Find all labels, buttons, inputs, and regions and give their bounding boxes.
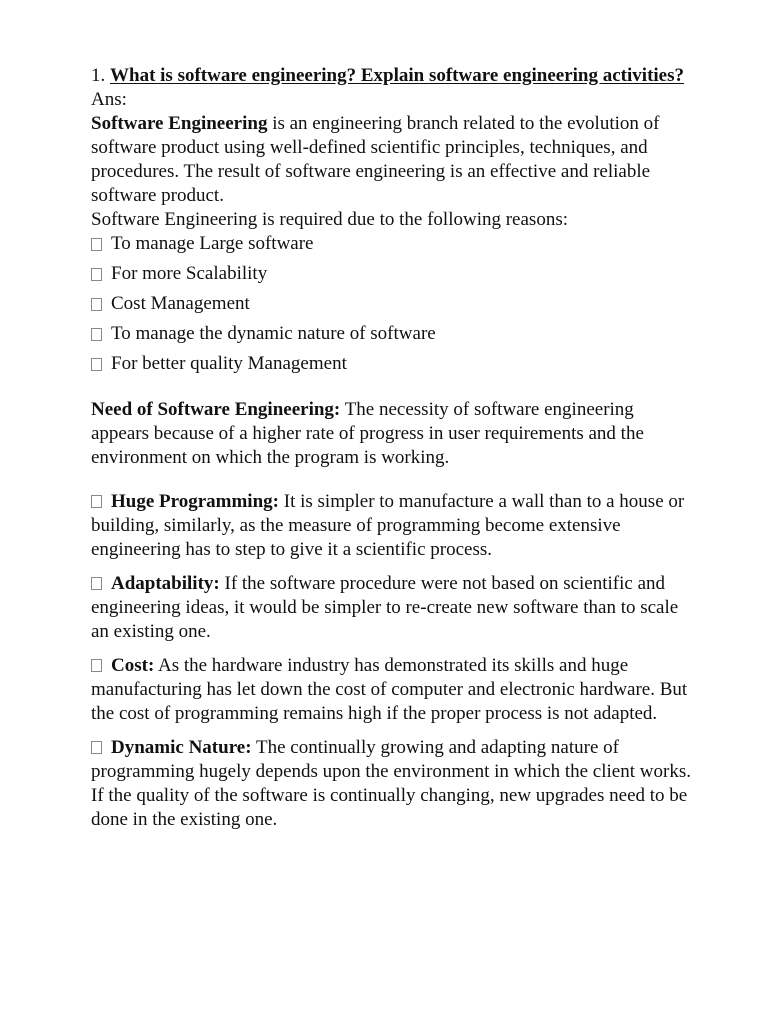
missing-glyph-bullet-icon — [91, 328, 102, 341]
missing-glyph-bullet-icon — [91, 495, 102, 508]
question-title: What is software engineering? Explain software engineering activities? — [110, 65, 684, 86]
section-dynamic-nature — [91, 736, 691, 832]
section-term: Dynamic Nature: — [111, 737, 252, 758]
reason-text: To manage Large software — [111, 233, 314, 254]
section-text: If the software procedure were not based on scientific and engineering ideas, it would be simpler to re-create new software than to scale an existing one. — [91, 573, 679, 642]
definition-paragraph — [91, 112, 691, 208]
section-huge-programming — [91, 490, 691, 562]
reasons-list — [91, 232, 691, 382]
section-text: It is simpler to manufacture a wall than to a house or building, similarly, as the measure of programming become extensive engineering has to step to give it a scientific process. — [91, 491, 685, 560]
section-cost — [91, 654, 691, 726]
reason-text: Cost Management — [111, 293, 250, 314]
section-term: Cost: — [111, 655, 155, 676]
need-term: Need of Software Engineering: — [91, 399, 341, 420]
section-text: As the hardware industry has demonstrated its skills and huge manufacturing has let down the cost of computer and electronic hardware. But the cost of programming remains high if the proper process is not adapted. — [91, 655, 688, 724]
need-paragraph — [91, 398, 691, 470]
missing-glyph-bullet-icon — [91, 741, 102, 754]
missing-glyph-bullet-icon — [91, 577, 102, 590]
list-item — [91, 262, 691, 292]
missing-glyph-bullet-icon — [91, 298, 102, 311]
section-adaptability — [91, 572, 691, 644]
question-number: 1. — [91, 65, 106, 86]
section-term: Huge Programming: — [111, 491, 279, 512]
list-item — [91, 322, 691, 352]
list-item — [91, 352, 691, 382]
list-item — [91, 232, 691, 262]
question-heading — [91, 64, 691, 88]
missing-glyph-bullet-icon — [91, 238, 102, 251]
section-term: Adaptability: — [111, 573, 220, 594]
missing-glyph-bullet-icon — [91, 268, 102, 281]
missing-glyph-bullet-icon — [91, 659, 102, 672]
definition-text: is an engineering branch related to the evolution of software product using well-defined scientific principles, techniques, and procedures. The result of software engineering is an effective and reliable software product. — [91, 113, 660, 206]
list-item — [91, 292, 691, 322]
reason-text: For more Scalability — [111, 263, 268, 284]
document-page — [91, 64, 691, 832]
definition-term: Software Engineering — [91, 113, 268, 134]
reason-text: For better quality Management — [111, 353, 347, 374]
section-text: The continually growing and adapting nature of programming hugely depends upon the environment in which the client works. If the quality of the software is continually changing, new upgrades need to be done in the existing one. — [91, 737, 691, 830]
reason-text: To manage the dynamic nature of software — [111, 323, 436, 344]
need-text: The necessity of software engineering appears because of a higher rate of progress in user requirements and the environment on which the program is working. — [91, 399, 644, 468]
reasons-intro: Software Engineering is required due to the following reasons: — [91, 209, 568, 230]
missing-glyph-bullet-icon — [91, 358, 102, 371]
answer-label: Ans: — [91, 89, 127, 110]
